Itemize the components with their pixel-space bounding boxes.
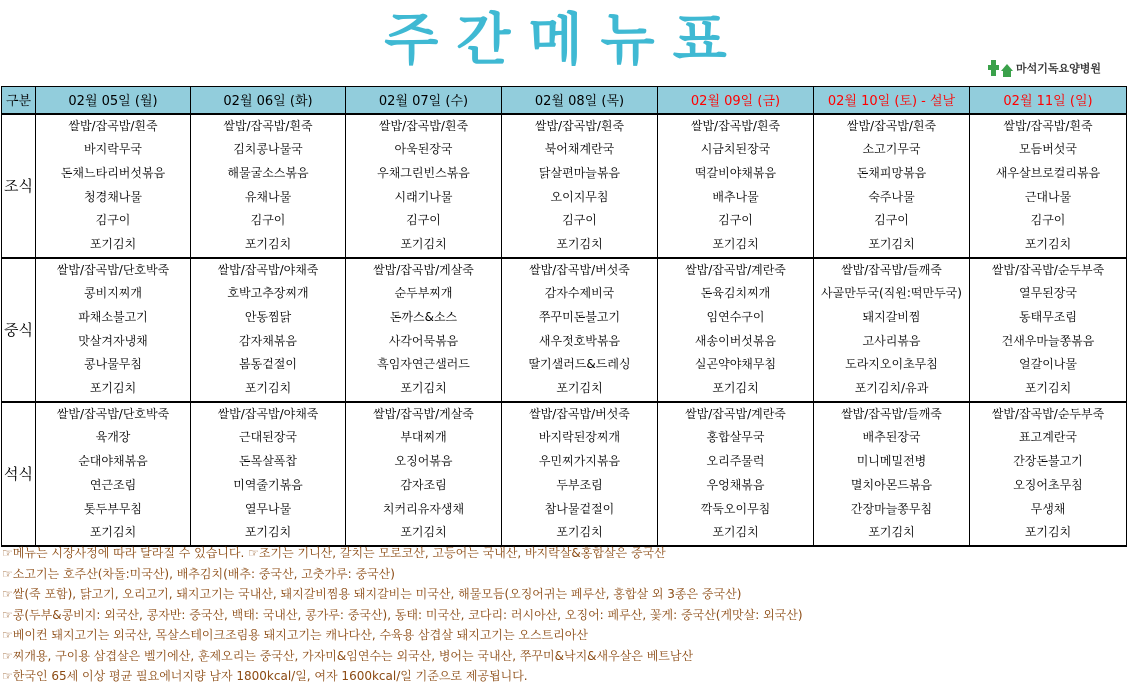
menu-item: 돈채피망볶음 bbox=[856, 165, 927, 180]
menu-item: 포기김치 bbox=[244, 525, 292, 540]
menu-item: 콩비지찌개 bbox=[84, 286, 142, 301]
note-line bbox=[2, 646, 1127, 667]
day-menu-cell bbox=[502, 114, 658, 258]
menu-item: 배추된장국 bbox=[862, 430, 921, 445]
menu-item: 감자수제비국 bbox=[544, 286, 615, 301]
menu-item: 홍합살무국 bbox=[706, 430, 765, 445]
menu-item: 김구이 bbox=[718, 213, 753, 228]
day-header: 02월 07일 (수) bbox=[346, 87, 502, 114]
menu-item: 콩나물무침 bbox=[84, 357, 142, 372]
menu-item: 해물굴소스볶음 bbox=[227, 165, 309, 180]
header-row bbox=[2, 87, 1127, 114]
menu-item: 쌀밥/잡곡밥/흰죽 bbox=[1003, 118, 1093, 133]
menu-item: 깍둑오이무침 bbox=[700, 501, 771, 516]
note-text: 쌀(죽 포함), 닭고기, 오리고기, 돼지고기는 국내산, 돼지갈비찜용 돼지갈비는 미국산, 해물모듬(오징어귀는 페루산, 홍합살 외 3종은 중국산) bbox=[12, 587, 742, 601]
menu-item: 돼지갈비찜 bbox=[862, 310, 921, 324]
meal-row bbox=[2, 258, 1127, 402]
menu-item: 포기김치/유과 bbox=[854, 381, 929, 396]
day-menu-cell bbox=[346, 402, 502, 546]
pointing-hand-icon: ☞ bbox=[2, 587, 13, 601]
menu-item: 바지락된장찌개 bbox=[538, 430, 621, 445]
note-line bbox=[2, 584, 1127, 605]
menu-item: 톳두부무침 bbox=[84, 501, 142, 516]
day-header: 02월 08일 (목) bbox=[502, 87, 658, 114]
menu-item: 사골만두국(직원:떡만두국) bbox=[821, 286, 962, 301]
note-line bbox=[2, 625, 1127, 646]
menu-item: 돈목살폭찹 bbox=[239, 454, 297, 469]
menu-item: 바지락무국 bbox=[84, 142, 142, 157]
menu-item: 오이지무침 bbox=[550, 189, 609, 204]
day-menu-cell bbox=[814, 402, 970, 546]
menu-item: 딸기샐러드&드레싱 bbox=[528, 357, 631, 372]
pointing-hand-icon: ☞ bbox=[2, 566, 13, 581]
menu-item: 미니메밀전병 bbox=[856, 454, 927, 469]
menu-item: 쌀밥/잡곡밥/흰죽 bbox=[846, 118, 937, 133]
day-header: 02월 09일 (금) bbox=[658, 87, 814, 114]
menu-item: 쌀밥/잡곡밥/순두부죽 bbox=[991, 406, 1105, 421]
menu-item: 간장마늘쫑무침 bbox=[850, 501, 933, 516]
menu-item: 포기김치 bbox=[712, 525, 759, 540]
menu-item: 고사리볶음 bbox=[862, 333, 921, 348]
menu-item: 우엉채볶음 bbox=[706, 477, 765, 492]
menu-item: 쌀밥/잡곡밥/계란죽 bbox=[685, 406, 786, 421]
menu-item: 열무나물 bbox=[244, 501, 292, 516]
menu-item: 김구이 bbox=[562, 213, 597, 228]
menu-item: 안동찜닭 bbox=[244, 310, 292, 324]
menu-item: 우채그린빈스볶음 bbox=[377, 165, 470, 180]
weekly-menu-table bbox=[1, 86, 1127, 547]
day-menu-cell bbox=[502, 258, 658, 402]
note-text: 소고기는 호주산(차돌:미국산), 배추김치(배추: 중국산, 고춧가루: 중국산) bbox=[12, 566, 395, 581]
pointing-hand-icon: ☞ bbox=[2, 607, 13, 622]
origin-notes bbox=[2, 543, 1127, 687]
meal-label: 조식 bbox=[2, 114, 36, 258]
menu-item: 쌀밥/잡곡밥/단호박죽 bbox=[56, 262, 170, 277]
menu-item: 호박고추장찌개 bbox=[227, 286, 309, 301]
menu-item: 우민찌가지볶음 bbox=[538, 454, 621, 469]
menu-item: 오징어볶음 bbox=[394, 454, 453, 469]
note-text: 한국인 65세 이상 평균 필요에너지량 남자 1800kcal/일, 여자 1600kcal/일 기준으로 제공됩니다. bbox=[12, 669, 528, 683]
day-menu-cell bbox=[36, 258, 191, 402]
menu-item: 김구이 bbox=[95, 213, 131, 228]
menu-item: 부대찌개 bbox=[400, 430, 447, 445]
meal-label: 중식 bbox=[2, 258, 36, 402]
menu-item: 포기김치 bbox=[868, 236, 915, 251]
day-menu-cell bbox=[191, 402, 346, 546]
menu-item: 돈육김치찌개 bbox=[700, 286, 771, 301]
menu-item: 포기김치 bbox=[89, 381, 137, 396]
meal-label: 석식 bbox=[2, 402, 36, 546]
pointing-hand-icon: ☞ bbox=[2, 546, 13, 560]
menu-item: 모듬버섯국 bbox=[1019, 142, 1077, 157]
day-header: 02월 10일 (토) - 설날 bbox=[814, 87, 970, 114]
note-text: 베이컨 돼지고기는 외국산, 목살스테이크조림용 돼지고기는 캐나다산, 수육용 삼겹살 돼지고기는 오스트리아산 bbox=[12, 628, 588, 642]
menu-item: 쌀밥/잡곡밥/들깨죽 bbox=[841, 406, 942, 421]
day-menu-cell bbox=[970, 258, 1127, 402]
menu-item: 떡갈비야채볶음 bbox=[694, 165, 777, 180]
menu-item: 포기김치 bbox=[244, 381, 292, 396]
day-header: 02월 05일 (월) bbox=[36, 87, 191, 114]
menu-item: 미역줄기볶음 bbox=[233, 477, 303, 492]
menu-item: 포기김치 bbox=[1024, 381, 1072, 396]
day-menu-cell bbox=[814, 258, 970, 402]
menu-item: 근대된장국 bbox=[239, 430, 297, 445]
menu-item: 포기김치 bbox=[400, 381, 447, 396]
menu-item: 연근조림 bbox=[89, 477, 137, 492]
day-header: 02월 11일 (일) bbox=[970, 87, 1127, 114]
menu-item: 북어채계란국 bbox=[544, 142, 615, 157]
menu-item: 순대야채볶음 bbox=[78, 454, 148, 469]
menu-item: 순두부찌개 bbox=[394, 286, 453, 301]
menu-item: 포기김치 bbox=[712, 381, 759, 396]
hospital-logo bbox=[988, 57, 1101, 79]
day-header: 02월 06일 (화) bbox=[191, 87, 346, 114]
day-menu-cell bbox=[191, 114, 346, 258]
menu-item: 포기김치 bbox=[556, 381, 603, 396]
menu-item: 얼갈이나물 bbox=[1019, 357, 1077, 372]
menu-item: 닭살편마늘볶음 bbox=[538, 165, 621, 180]
logo-text: 마석기독요양병원 bbox=[1016, 62, 1102, 75]
hospital-cross-house-icon bbox=[988, 58, 1014, 78]
menu-item: 쌀밥/잡곡밥/순두부죽 bbox=[991, 262, 1105, 277]
menu-item: 포기김치 bbox=[1024, 525, 1072, 540]
meal-row bbox=[2, 114, 1127, 258]
menu-item: 쌀밥/잡곡밥/흰죽 bbox=[68, 118, 158, 133]
menu-item: 시금치된장국 bbox=[700, 142, 771, 157]
menu-item: 치커리유자생채 bbox=[382, 501, 465, 516]
menu-item: 쌀밥/잡곡밥/흰죽 bbox=[690, 118, 781, 133]
menu-item: 근대나물 bbox=[1024, 189, 1072, 204]
menu-item: 감자채볶음 bbox=[239, 333, 297, 348]
menu-item: 포기김치 bbox=[89, 236, 137, 251]
menu-item: 포기김치 bbox=[712, 236, 759, 251]
menu-item: 포기김치 bbox=[400, 525, 447, 540]
meal-row bbox=[2, 402, 1127, 546]
menu-item: 포기김치 bbox=[868, 525, 915, 540]
menu-item: 소고기무국 bbox=[862, 142, 921, 157]
menu-item: 동태무조림 bbox=[1019, 310, 1077, 324]
menu-item: 쌀밥/잡곡밥/흰죽 bbox=[223, 118, 313, 133]
day-menu-cell bbox=[970, 114, 1127, 258]
day-menu-cell bbox=[346, 114, 502, 258]
menu-item: 포기김치 bbox=[1024, 236, 1072, 251]
menu-item: 김구이 bbox=[406, 213, 441, 228]
menu-item: 돈채느타리버섯볶음 bbox=[60, 165, 166, 180]
day-menu-cell bbox=[36, 114, 191, 258]
menu-item: 쌀밥/잡곡밥/단호박죽 bbox=[56, 406, 170, 421]
note-line bbox=[2, 666, 1127, 687]
menu-item: 파채소불고기 bbox=[78, 310, 148, 324]
menu-item: 포기김치 bbox=[400, 236, 447, 251]
menu-item: 봄동겉절이 bbox=[239, 357, 297, 372]
menu-item: 청경채나물 bbox=[84, 189, 142, 204]
page-title: 주간메뉴표 bbox=[384, 8, 745, 73]
menu-item: 건새우마늘쫑볶음 bbox=[1001, 333, 1095, 348]
menu-item: 쌀밥/잡곡밥/야채죽 bbox=[217, 406, 319, 421]
menu-item: 쌀밥/잡곡밥/버섯죽 bbox=[529, 262, 630, 277]
menu-item: 오리주물럭 bbox=[706, 454, 765, 469]
menu-item: 포기김치 bbox=[556, 236, 603, 251]
menu-item: 열무된장국 bbox=[1019, 286, 1077, 301]
menu-item: 김구이 bbox=[250, 213, 286, 228]
menu-item: 쌀밥/잡곡밥/흰죽 bbox=[534, 118, 625, 133]
menu-item: 표고계란국 bbox=[1019, 430, 1077, 445]
menu-item: 맛살겨자냉채 bbox=[78, 333, 148, 348]
menu-item: 쌀밥/잡곡밥/게살죽 bbox=[373, 406, 474, 421]
note-text: 콩(두부&콩비지: 외국산, 콩자반: 중국산, 백태: 국내산, 콩가루: 중국산), 동태: 미국산, 코다리: 러시아산, 오징어: 페루산, 꽃게: 중국산(게맛살: 외국산) bbox=[12, 607, 803, 622]
day-menu-cell bbox=[346, 258, 502, 402]
menu-item: 시래기나물 bbox=[394, 189, 453, 204]
menu-item: 유채나물 bbox=[244, 189, 292, 204]
day-menu-cell bbox=[36, 402, 191, 546]
day-menu-cell bbox=[970, 402, 1127, 546]
menu-item: 쌀밥/잡곡밥/게살죽 bbox=[373, 262, 474, 277]
menu-item: 쌀밥/잡곡밥/들깨죽 bbox=[841, 262, 942, 277]
menu-item: 멸치아몬드볶음 bbox=[850, 477, 933, 492]
menu-item: 숙주나물 bbox=[868, 189, 915, 204]
menu-item: 쌀밥/잡곡밥/버섯죽 bbox=[529, 406, 630, 421]
menu-item: 사각어묵볶음 bbox=[388, 333, 459, 348]
note-text: 메뉴는 시장사정에 따라 달라질 수 있습니다. ☞조기는 기니산, 갈치는 모로코산, 고등어는 국내산, 바지락살&홍합살은 중국산 bbox=[12, 546, 666, 560]
menu-item: 돈까스&소스 bbox=[389, 310, 458, 324]
menu-item: 감자조림 bbox=[400, 477, 447, 492]
menu-item: 배추나물 bbox=[712, 189, 759, 204]
menu-item: 흑임자연근샐러드 bbox=[377, 357, 470, 372]
menu-item: 육개장 bbox=[95, 430, 131, 445]
day-menu-cell bbox=[658, 402, 814, 546]
note-text: 찌개용, 구이용 삼겹살은 벨기에산, 훈제오리는 중국산, 가자미&임연수는 외국산, 병어는 국내산, 쭈꾸미&낙지&새우살은 베트남산 bbox=[12, 648, 694, 663]
menu-item: 포기김치 bbox=[556, 525, 603, 540]
header-corner: 구분 bbox=[2, 87, 36, 114]
day-menu-cell bbox=[814, 114, 970, 258]
note-line bbox=[2, 543, 1127, 564]
menu-item: 김구이 bbox=[1030, 213, 1066, 228]
menu-item: 오징어초무침 bbox=[1013, 477, 1083, 492]
pointing-hand-icon: ☞ bbox=[2, 628, 13, 642]
menu-item: 새우젓호박볶음 bbox=[538, 333, 621, 348]
menu-item: 포기김치 bbox=[89, 525, 137, 540]
menu-item: 무생채 bbox=[1030, 501, 1066, 516]
menu-item: 쌀밥/잡곡밥/흰죽 bbox=[378, 118, 469, 133]
menu-item: 김구이 bbox=[874, 213, 909, 228]
menu-item: 김치콩나물국 bbox=[233, 142, 303, 157]
menu-item: 쌀밥/잡곡밥/계란죽 bbox=[685, 262, 786, 277]
menu-item: 간장돈불고기 bbox=[1013, 454, 1083, 469]
menu-item: 참나물겉절이 bbox=[544, 501, 615, 516]
note-line bbox=[2, 605, 1127, 626]
menu-item: 새송이버섯볶음 bbox=[694, 333, 777, 348]
menu-item: 쌀밥/잡곡밥/야채죽 bbox=[217, 262, 319, 277]
menu-item: 포기김치 bbox=[244, 236, 292, 251]
pointing-hand-icon: ☞ bbox=[2, 669, 13, 683]
menu-item: 두부조림 bbox=[556, 477, 603, 492]
menu-item: 쭈꾸미돈불고기 bbox=[538, 310, 621, 324]
day-menu-cell bbox=[658, 114, 814, 258]
note-line bbox=[2, 564, 1127, 585]
menu-item: 실곤약야채무침 bbox=[694, 357, 777, 372]
day-menu-cell bbox=[658, 258, 814, 402]
menu-item: 아욱된장국 bbox=[394, 142, 453, 157]
pointing-hand-icon: ☞ bbox=[2, 648, 13, 663]
day-menu-cell bbox=[502, 402, 658, 546]
menu-item: 임연수구이 bbox=[706, 310, 765, 324]
menu-item: 새우살브로컬리볶음 bbox=[995, 165, 1101, 180]
menu-item: 도라지오이초무침 bbox=[845, 357, 938, 372]
day-menu-cell bbox=[191, 258, 346, 402]
